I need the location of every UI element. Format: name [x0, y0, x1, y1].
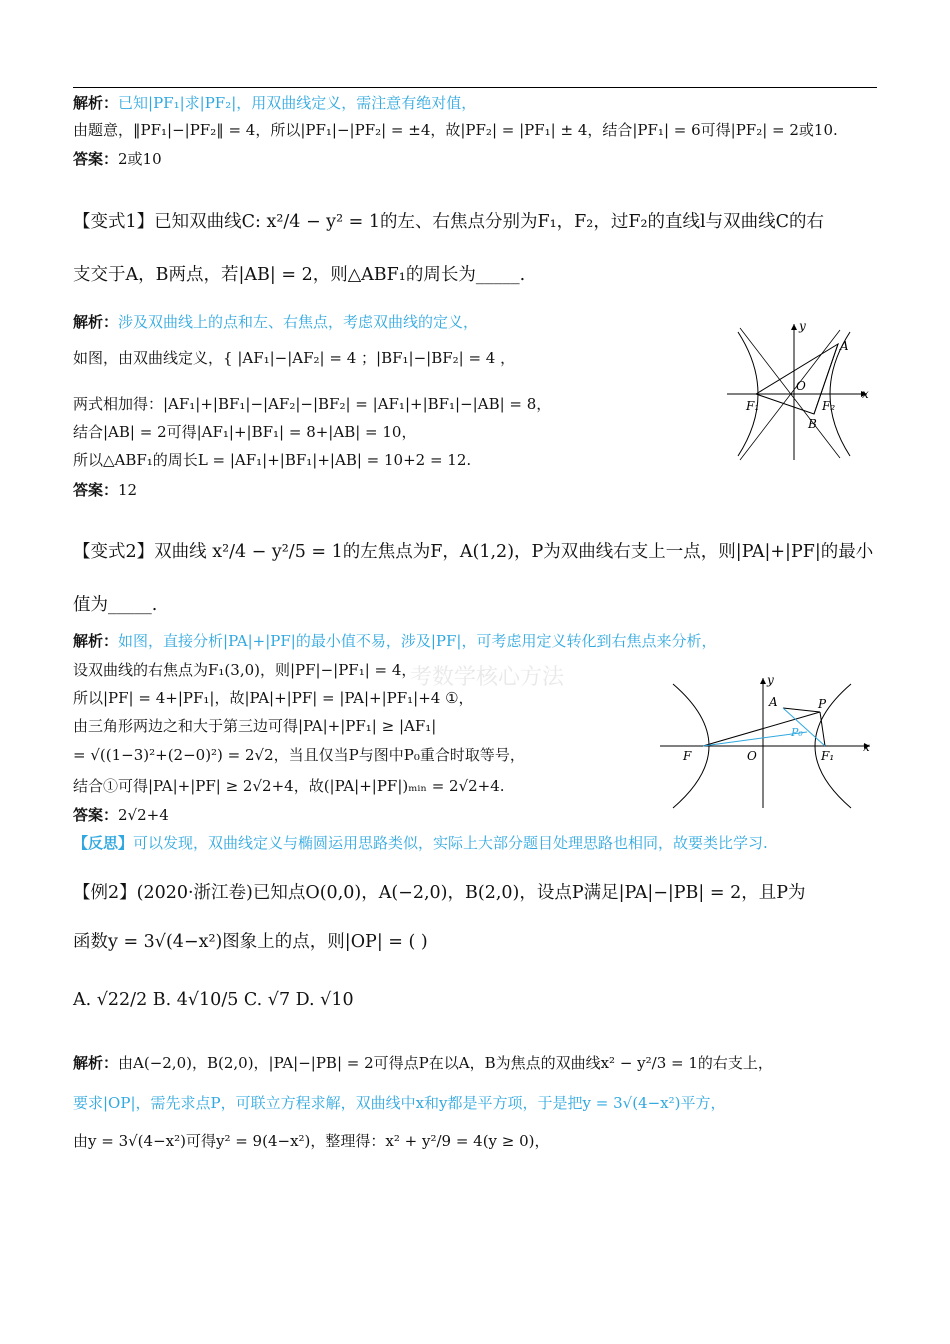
figure-hyperbola-min: [655, 672, 880, 812]
text-run: 解析：: [73, 94, 119, 112]
text-run: 由题意，‖PF₁|−|PF₂‖ = 4，所以|PF₁|−|PF₂| = ±4，故|PF₂| = |PF₁| ± 4，结合|PF₁| = 6可得|PF₂| = 2或10.: [73, 121, 838, 139]
text-line-l23: [73, 932, 428, 953]
text-line-l19: [73, 777, 505, 795]
text-run: = √((1−3)²+(2−0)²) = 2√2，当且仅当P与图中P₀重合时取等号，: [73, 746, 525, 764]
asymptote-2: [740, 328, 840, 458]
text-line-l27: [73, 1132, 550, 1150]
label-f: F: [683, 749, 692, 763]
text-line-l17: [73, 717, 436, 735]
text-line-l5: [73, 265, 525, 286]
text-run: A. √22/2 B. 4√10/5 C. √7 D. √10: [73, 990, 354, 1010]
text-run: 已知|PF₁|求|PF₂|，用双曲线定义，需注意有绝对值，: [118, 94, 477, 112]
label-p0: P₀: [791, 726, 803, 739]
text-line-l1: [73, 94, 476, 112]
text-run: 【变式2】双曲线 x²/4 − y²/5 = 1的左焦点为F，A(1,2)，P为双曲线右支上一点，则|PA|+|PF|的最小: [73, 542, 874, 562]
text-run: 答案：: [73, 481, 119, 499]
text-run: 结合|AB| = 2可得|AF₁|+|BF₁| = 8+|AB| = 10，: [73, 423, 417, 441]
text-line-l11: [73, 481, 137, 499]
text-line-l14: [73, 632, 716, 650]
text-line-l18: [73, 746, 525, 764]
text-run: 支交于A，B两点，若|AB| = 2，则△ABF₁的周长为_____.: [73, 265, 526, 285]
text-run: 解析：: [73, 632, 119, 650]
text-run: 要求|OP|，需先求点P，可联立方程求解，双曲线中x和y都是平方项，于是把y = 3√(4−x²)平方，: [73, 1094, 726, 1112]
text-line-l7: [73, 349, 515, 367]
text-run: 函数y = 3√(4−x²)图象上的点，则|OP| = ( ): [73, 932, 428, 952]
text-run: 解析：: [73, 1054, 119, 1072]
asymptote-1: [740, 330, 840, 460]
label-o: O: [796, 379, 806, 393]
figure-hyperbola-triangle: [722, 318, 872, 463]
text-run: 可以发现，双曲线定义与椭圆运用思路类似，实际上大部分题目处理思路也相同，故要类比学习.: [133, 834, 768, 852]
text-run: 结合①可得|PA|+|PF| ≥ 2√2+4，故(|PA|+|PF|)ₘᵢₙ = 2√2+4.: [73, 777, 505, 795]
text-line-l21: [73, 834, 768, 852]
text-run: 【反思】: [73, 834, 134, 852]
label-x: x: [863, 740, 870, 754]
text-run: 由三角形两边之和大于第三边可得|PA|+|PF₁| ≥ |AF₁|: [73, 717, 437, 735]
text-run: 如图，由双曲线定义，{ |AF₁|−|AF₂| = 4 ；|BF₁|−|BF₂| = 4 ，: [73, 349, 516, 367]
text-line-l26: [73, 1094, 726, 1112]
text-run: 12: [118, 481, 138, 499]
label-a: A: [840, 339, 849, 353]
text-line-l4: [73, 212, 824, 233]
text-run: 设双曲线的右焦点为F₁(3,0)，则|PF|−|PF₁| = 4，: [73, 661, 417, 679]
text-run: 【例2】(2020·浙江卷)已知点O(0,0)，A(−2,0)，B(2,0)，设点P满足|PA|−|PB| = 2，且P为: [73, 883, 806, 903]
text-run: 答案：: [73, 150, 119, 168]
text-line-l22: [73, 883, 806, 904]
y-axis-arrow: [760, 678, 766, 684]
segment-ap: [783, 708, 820, 712]
text-line-l24: [73, 990, 354, 1011]
text-run: 2√2+4: [118, 806, 169, 824]
text-run: 2或10: [118, 150, 162, 168]
label-a: A: [769, 695, 778, 709]
text-line-l16: [73, 689, 474, 707]
label-y: y: [799, 319, 806, 333]
text-run: 涉及双曲线上的点和左、右焦点，考虑双曲线的定义，: [118, 313, 479, 331]
text-line-l25: [73, 1054, 773, 1072]
text-line-l3: [73, 150, 162, 168]
text-line-l20: [73, 806, 169, 824]
text-line-l2: [73, 121, 838, 139]
label-f1: F₁: [821, 749, 835, 763]
text-line-l9: [73, 423, 416, 441]
label-x: x: [862, 387, 869, 401]
label-f2: F₂: [822, 399, 836, 413]
label-y: y: [767, 673, 774, 687]
text-run: 【变式1】已知双曲线C: x²/4 − y² = 1的左、右焦点分别为F₁，F₂，过F₂的直线l与双曲线C的右: [73, 212, 824, 232]
text-line-l10: [73, 451, 471, 469]
text-run: 所以|PF| = 4+|PF₁|，故|PA|+|PF| = |PA|+|PF₁|+4 ①，: [73, 689, 474, 707]
watermark: 考数学核心方法: [410, 665, 565, 690]
top-rule: [73, 87, 877, 88]
label-o: O: [747, 749, 757, 763]
text-line-l12: [73, 542, 873, 563]
text-line-l15: [73, 661, 416, 679]
text-run: 解析：: [73, 313, 119, 331]
text-line-l6: [73, 313, 478, 331]
text-line-l13: [73, 595, 157, 616]
text-run: 两式相加得：|AF₁|+|BF₁|−|AF₂|−|BF₂| = |AF₁|+|BF₁|−|AB| = 8，: [73, 395, 552, 413]
text-run: 所以△ABF₁的周长L = |AF₁|+|BF₁|+|AB| = 10+2 = 12.: [73, 451, 472, 469]
text-run: 答案：: [73, 806, 119, 824]
label-b: B: [808, 417, 817, 431]
label-f1: F₁: [746, 399, 760, 413]
text-run: 如图，直接分析|PA|+|PF|的最小值不易，涉及|PF|，可考虑用定义转化到右焦点来分析，: [118, 632, 717, 650]
text-run: 由A(−2,0)，B(2,0)，|PA|−|PB| = 2可得点P在以A，B为焦点的双曲线x² − y²/3 = 1的右支上，: [118, 1054, 773, 1072]
label-p: P: [818, 697, 827, 711]
text-run: 值为_____.: [73, 595, 158, 615]
text-run: 由y = 3√(4−x²)可得y² = 9(4−x²)，整理得：x² + y²/9 = 4(y ≥ 0)，: [73, 1132, 550, 1150]
text-line-l8: [73, 395, 551, 413]
y-axis-arrow: [791, 324, 797, 330]
